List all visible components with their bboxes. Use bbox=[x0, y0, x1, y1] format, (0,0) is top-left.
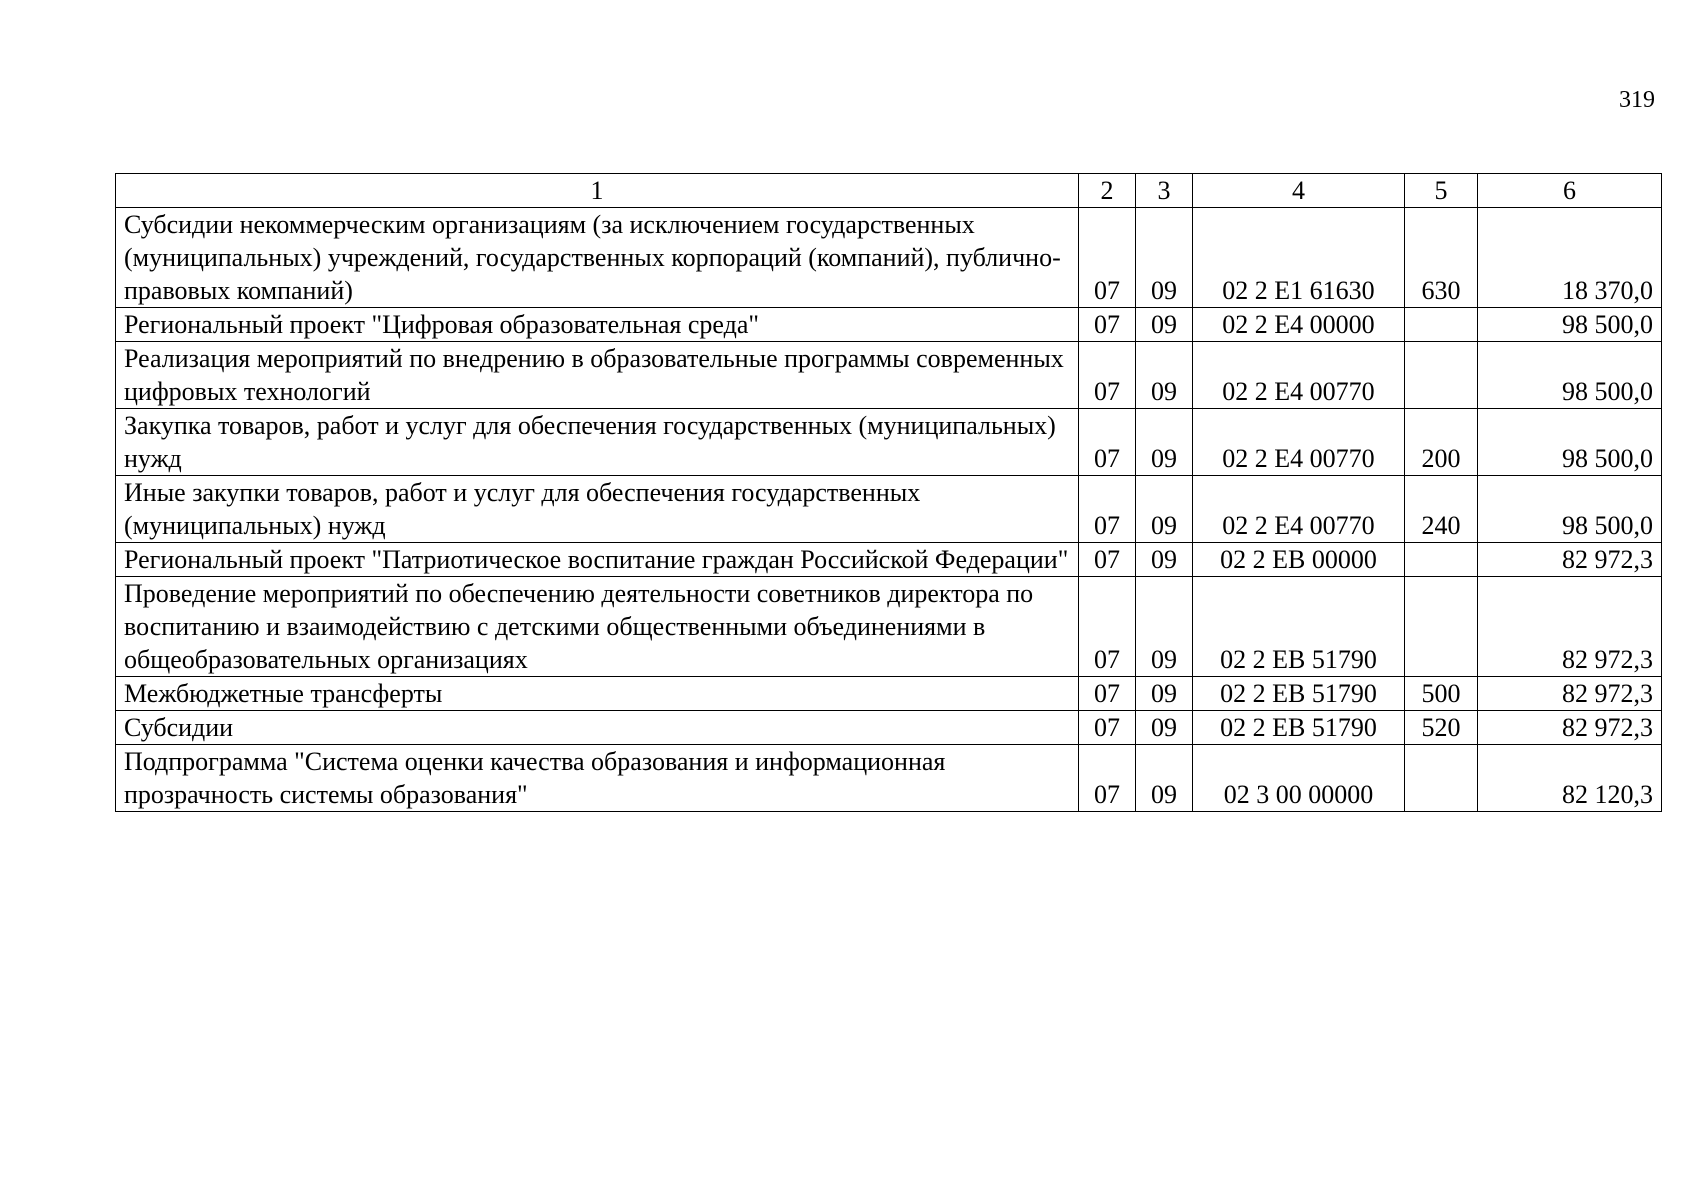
row-amount: 82 120,3 bbox=[1478, 745, 1662, 812]
table-row bbox=[116, 342, 1662, 409]
row-name: Подпрограмма "Система оценки качества образования и информационная прозрачность системы образования" bbox=[116, 745, 1079, 812]
row-section: 07 bbox=[1079, 409, 1136, 476]
row-section: 07 bbox=[1079, 308, 1136, 342]
row-expense-type: 520 bbox=[1405, 711, 1478, 745]
row-section: 07 bbox=[1079, 711, 1136, 745]
table-row bbox=[116, 711, 1662, 745]
row-expense-type bbox=[1405, 577, 1478, 677]
row-name: Проведение мероприятий по обеспечению деятельности советников директора по воспитанию и взаимодействию с детскими общественными объединениями в общеобразовательных организациях bbox=[116, 577, 1079, 677]
row-expense-type: 630 bbox=[1405, 208, 1478, 308]
row-name: Межбюджетные трансферты bbox=[116, 677, 1079, 711]
row-subsection: 09 bbox=[1136, 711, 1193, 745]
row-section: 07 bbox=[1079, 677, 1136, 711]
row-target-article: 02 3 00 00000 bbox=[1193, 745, 1405, 812]
budget-table bbox=[115, 173, 1662, 812]
table-row bbox=[116, 677, 1662, 711]
row-subsection: 09 bbox=[1136, 745, 1193, 812]
row-target-article: 02 2 E1 61630 bbox=[1193, 208, 1405, 308]
row-target-article: 02 2 EB 00000 bbox=[1193, 543, 1405, 577]
row-expense-type: 240 bbox=[1405, 476, 1478, 543]
row-expense-type bbox=[1405, 308, 1478, 342]
row-amount: 98 500,0 bbox=[1478, 476, 1662, 543]
table-row bbox=[116, 577, 1662, 677]
row-amount: 98 500,0 bbox=[1478, 409, 1662, 476]
row-name: Реализация мероприятий по внедрению в образовательные программы современных цифровых технологий bbox=[116, 342, 1079, 409]
table-row bbox=[116, 476, 1662, 543]
row-subsection: 09 bbox=[1136, 409, 1193, 476]
row-expense-type bbox=[1405, 745, 1478, 812]
header-cell-4: 4 bbox=[1193, 174, 1405, 208]
row-amount: 82 972,3 bbox=[1478, 577, 1662, 677]
header-cell-5: 5 bbox=[1405, 174, 1478, 208]
row-section: 07 bbox=[1079, 342, 1136, 409]
row-amount: 82 972,3 bbox=[1478, 677, 1662, 711]
row-amount: 82 972,3 bbox=[1478, 711, 1662, 745]
table-row bbox=[116, 308, 1662, 342]
header-cell-1: 1 bbox=[116, 174, 1079, 208]
row-section: 07 bbox=[1079, 476, 1136, 543]
row-name: Субсидии bbox=[116, 711, 1079, 745]
row-subsection: 09 bbox=[1136, 577, 1193, 677]
row-subsection: 09 bbox=[1136, 476, 1193, 543]
row-name: Региональный проект "Цифровая образовательная среда" bbox=[116, 308, 1079, 342]
header-cell-6: 6 bbox=[1478, 174, 1662, 208]
row-section: 07 bbox=[1079, 208, 1136, 308]
row-section: 07 bbox=[1079, 745, 1136, 812]
row-name: Региональный проект "Патриотическое воспитание граждан Российской Федерации" bbox=[116, 543, 1079, 577]
row-subsection: 09 bbox=[1136, 342, 1193, 409]
row-expense-type: 200 bbox=[1405, 409, 1478, 476]
page-number: 319 bbox=[1619, 87, 1655, 113]
table-row bbox=[116, 745, 1662, 812]
row-target-article: 02 2 E4 00770 bbox=[1193, 409, 1405, 476]
row-name: Закупка товаров, работ и услуг для обеспечения государственных (муниципальных) нужд bbox=[116, 409, 1079, 476]
row-target-article: 02 2 EB 51790 bbox=[1193, 677, 1405, 711]
row-section: 07 bbox=[1079, 543, 1136, 577]
table-row bbox=[116, 543, 1662, 577]
header-cell-2: 2 bbox=[1079, 174, 1136, 208]
row-amount: 82 972,3 bbox=[1478, 543, 1662, 577]
row-amount: 98 500,0 bbox=[1478, 308, 1662, 342]
row-subsection: 09 bbox=[1136, 308, 1193, 342]
row-target-article: 02 2 EB 51790 bbox=[1193, 577, 1405, 677]
row-target-article: 02 2 E4 00000 bbox=[1193, 308, 1405, 342]
row-subsection: 09 bbox=[1136, 208, 1193, 308]
row-amount: 18 370,0 bbox=[1478, 208, 1662, 308]
row-target-article: 02 2 E4 00770 bbox=[1193, 476, 1405, 543]
row-subsection: 09 bbox=[1136, 677, 1193, 711]
row-expense-type bbox=[1405, 543, 1478, 577]
header-cell-3: 3 bbox=[1136, 174, 1193, 208]
row-name: Иные закупки товаров, работ и услуг для обеспечения государственных (муниципальных) нужд bbox=[116, 476, 1079, 543]
header-row bbox=[116, 174, 1662, 208]
table-row bbox=[116, 208, 1662, 308]
row-amount: 98 500,0 bbox=[1478, 342, 1662, 409]
row-target-article: 02 2 E4 00770 bbox=[1193, 342, 1405, 409]
row-subsection: 09 bbox=[1136, 543, 1193, 577]
row-expense-type: 500 bbox=[1405, 677, 1478, 711]
row-section: 07 bbox=[1079, 577, 1136, 677]
row-name: Субсидии некоммерческим организациям (за исключением государственных (муниципальных) учреждений, государственных корпораций (компаний), публично-правовых компаний) bbox=[116, 208, 1079, 308]
row-target-article: 02 2 EB 51790 bbox=[1193, 711, 1405, 745]
row-expense-type bbox=[1405, 342, 1478, 409]
table-row bbox=[116, 409, 1662, 476]
